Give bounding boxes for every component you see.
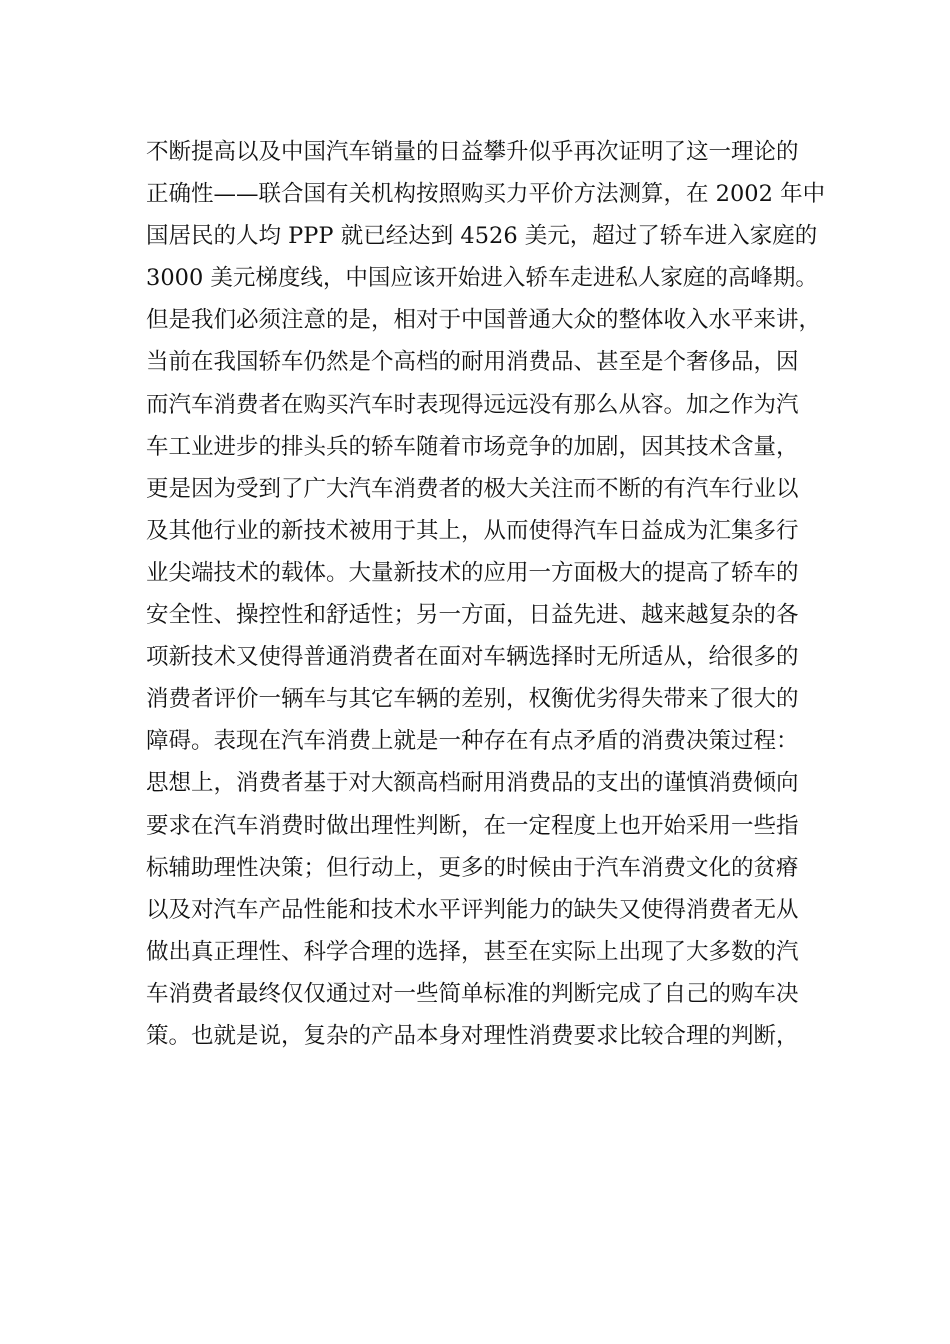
text-line: 3000 美元梯度线，中国应该开始进入轿车走进私人家庭的高峰期。: [146, 265, 818, 292]
text-line: 不断提高以及中国汽车销量的日益攀升似乎再次证明了这一理论的: [146, 139, 799, 165]
text-line: 策。也就是说，复杂的产品本身对理性消费要求比较合理的判断，: [146, 1022, 799, 1049]
text-line: 障碍。表现在汽车消费上就是一种存在有点矛盾的消费决策过程：: [146, 728, 799, 755]
text-line: 车消费者最终仅仅通过对一些简单标准的判断完成了自己的购车决: [146, 980, 799, 1007]
text-line: 业尖端技术的载体。大量新技术的应用一方面极大的提高了轿车的: [146, 559, 799, 586]
text-line: 国居民的人均 PPP 就已经达到 4526 美元，超过了轿车进入家庭的: [146, 223, 818, 250]
text-line: 车工业进步的排头兵的轿车随着市场竞争的加剧，因其技术含量，: [146, 433, 799, 460]
text-line: 安全性、操控性和舒适性；另一方面，日益先进、越来越复杂的各: [146, 602, 799, 629]
text-line: 以及对汽车产品性能和技术水平评判能力的缺失又使得消费者无从: [146, 896, 799, 923]
text-line: 思想上，消费者基于对大额高档耐用消费品的支出的谨慎消费倾向: [146, 770, 799, 797]
text-line: 更是因为受到了广大汽车消费者的极大关注而不断的有汽车行业以: [146, 475, 799, 502]
text-line: 要求在汽车消费时做出理性判断，在一定程度上也开始采用一些指: [146, 812, 799, 839]
text-line: 项新技术又使得普通消费者在面对车辆选择时无所适从，给很多的: [146, 644, 799, 671]
text-line: 正确性——联合国有关机构按照购买力平价方法测算，在 2002 年中: [146, 181, 826, 208]
text-line: 及其他行业的新技术被用于其上，从而使得汽车日益成为汇集多行: [146, 517, 799, 544]
text-line: 当前在我国轿车仍然是个高档的耐用消费品、甚至是个奢侈品，因: [146, 349, 799, 376]
text-line: 消费者评价一辆车与其它车辆的差别，权衡优劣得失带来了很大的: [146, 686, 799, 713]
text-line: 但是我们必须注意的是，相对于中国普通大众的整体收入水平来讲，: [146, 307, 822, 334]
text-line: 标辅助理性决策；但行动上，更多的时候由于汽车消费文化的贫瘠: [146, 854, 799, 881]
text-line: 而汽车消费者在购买汽车时表现得远远没有那么从容。加之作为汽: [146, 391, 799, 418]
body-paragraph: [146, 131, 826, 1057]
text-line: 做出真正理性、科学合理的选择，甚至在实际上出现了大多数的汽: [146, 938, 799, 965]
